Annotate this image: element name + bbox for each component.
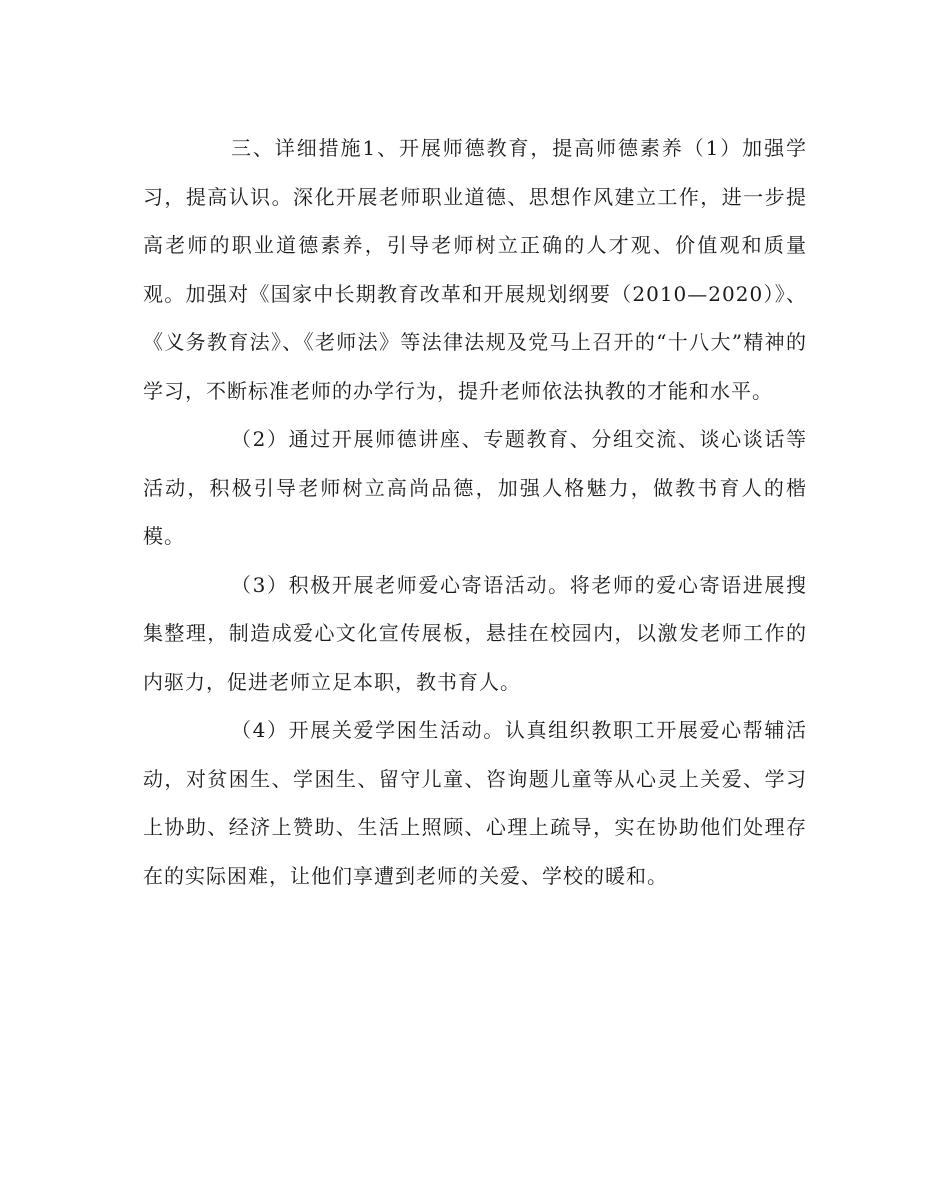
paragraph-item-4: （4）开展关爱学困生活动。认真组织教职工开展爱心帮辅活动，对贫困生、学困生、留守儿童、咨询题儿童等从心灵上关爱、学习上协助、经济上赞助、生活上照顾、心理上疏导，实在协助他们处理存在的实际困难，让他们享遭到老师的关爱、学校的暖和。 <box>143 718 807 888</box>
paragraph-item-2: （2）通过开展师德讲座、专题教育、分组交流、谈心谈话等活动，积极引导老师树立高尚品德，加强人格魅力，做教书育人的楷模。 <box>143 427 807 548</box>
paragraph-measures-intro: 三、详细措施1、开展师德教育，提高师德素养（1）加强学习，提高认识。深化开展老师职业道德、思想作风建立工作，进一步提高老师的职业道德素养，引导老师树立正确的人才观、价值观和质量观。加强对《国家中长期教育改革和开展规划纲要（2010—2020）》、《义务教育法》、《老师法》等法律法规及党马上召开的“十八大”精神的学习，不断标准老师的办学行为，提升老师依法执教的才能和水平。 <box>143 136 807 403</box>
document-body <box>143 124 807 900</box>
paragraph-item-3: （3）积极开展老师爱心寄语活动。将老师的爱心寄语进展搜集整理，制造成爱心文化宣传展板，悬挂在校园内，以激发老师工作的内驱力，促进老师立足本职，教书育人。 <box>143 572 807 694</box>
